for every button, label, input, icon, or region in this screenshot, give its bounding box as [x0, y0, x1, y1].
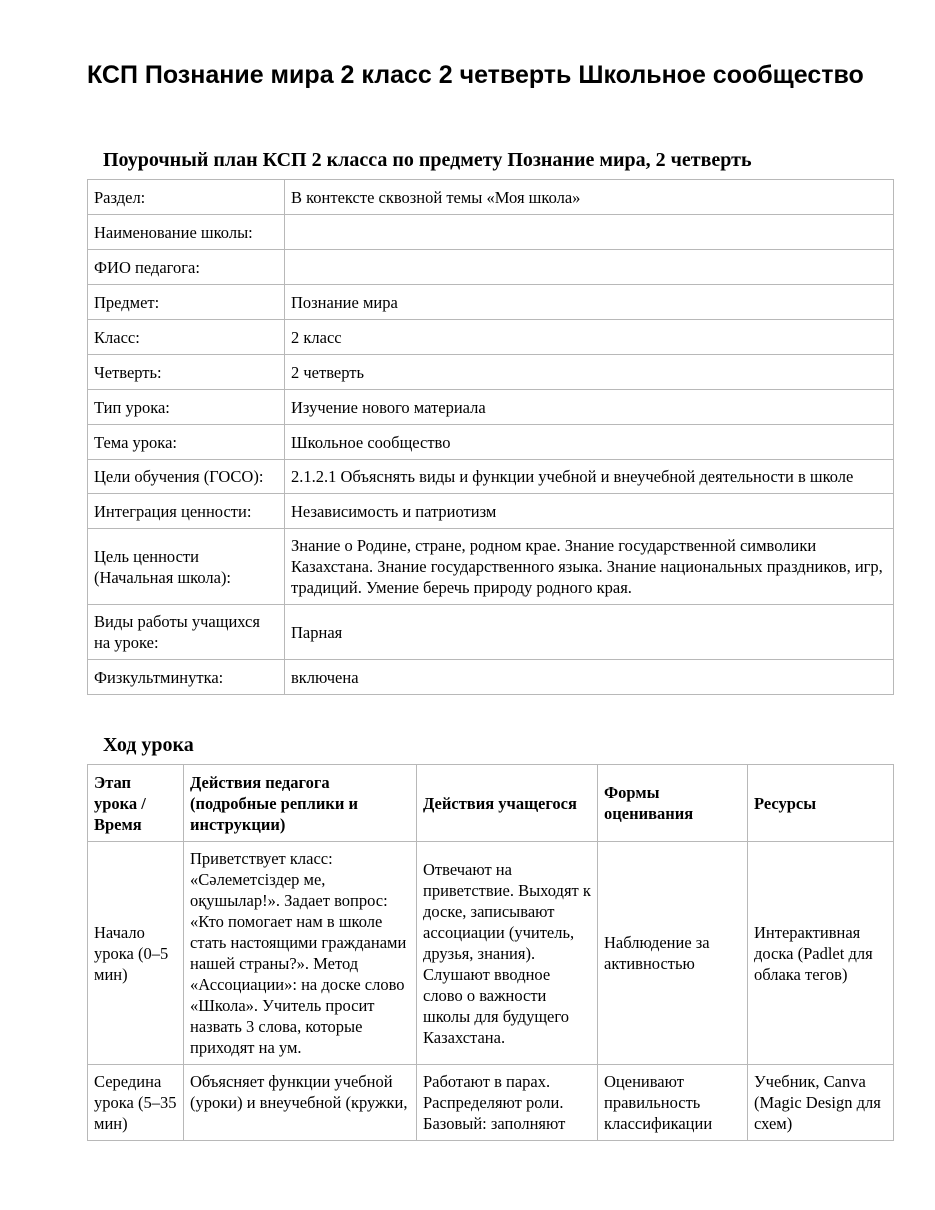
plan-label: Физкультминутка:	[88, 660, 285, 695]
plan-row-value-integration	[88, 494, 894, 529]
plan-value: Независимость и патриотизм	[285, 494, 894, 529]
lesson-plan-table	[87, 179, 894, 695]
plan-row-work-types	[88, 605, 894, 660]
plan-label: Интеграция ценности:	[88, 494, 285, 529]
plan-row-lesson-topic	[88, 425, 894, 460]
teacher-actions-cell: Приветствует класс: «Сәлеметсіздер ме, оқушылар!». Задает вопрос: «Кто помогает нам в школе стать настоящими гражданами нашей страны?». Метод «Ассоциации»: на доске слово «Школа». Учитель просит назвать 3 слова, которые приходят на ум.	[184, 842, 417, 1065]
plan-value: 2 класс	[285, 320, 894, 355]
plan-row-quarter	[88, 355, 894, 390]
stage-cell: Середина урока (5–35 мин)	[88, 1065, 184, 1141]
plan-value: Парная	[285, 605, 894, 660]
flow-header-row	[88, 765, 894, 842]
plan-row-learning-goals	[88, 460, 894, 494]
plan-row-subject	[88, 285, 894, 320]
plan-label: Предмет:	[88, 285, 285, 320]
plan-value: Знание о Родине, стране, родном крае. Знание государственной символики Казахстана. Знание государственного языка. Знание национальных праздников, игр, традиций. Умение беречь природу родного края.	[285, 529, 894, 605]
plan-value: Школьное сообщество	[285, 425, 894, 460]
column-header: Формы оценивания	[598, 765, 748, 842]
student-actions-cell: Отвечают на приветствие. Выходят к доске, записывают ассоциации (учитель, друзья, знания). Слушают вводное слово о важности школы для будущего Казахстана.	[417, 842, 598, 1065]
plan-row-section	[88, 180, 894, 215]
column-header: Действия учащегося	[417, 765, 598, 842]
document-title: КСП Познание мира 2 класс 2 четверть Школьное сообщество	[87, 61, 864, 89]
plan-row-physical-break	[88, 660, 894, 695]
plan-label: Четверть:	[88, 355, 285, 390]
lesson-plan-heading: Поурочный план КСП 2 класса по предмету Познание мира, 2 четверть	[103, 149, 752, 171]
plan-value: 2.1.2.1 Объяснять виды и функции учебной и внеучебной деятельности в школе	[285, 460, 894, 494]
resources-cell: Учебник, Canva (Magic Design для схем)	[748, 1065, 894, 1141]
assessment-cell: Оценивают правильность классификации	[598, 1065, 748, 1141]
plan-label: Класс:	[88, 320, 285, 355]
plan-label: Тип урока:	[88, 390, 285, 425]
resources-cell: Интерактивная доска (Padlet для облака тегов)	[748, 842, 894, 1065]
column-header: Ресурсы	[748, 765, 894, 842]
flow-row-middle	[88, 1065, 894, 1141]
student-actions-cell: Работают в парах. Распределяют роли. Базовый: заполняют	[417, 1065, 598, 1141]
plan-label: Цели обучения (ГОСО):	[88, 460, 285, 494]
plan-label: Тема урока:	[88, 425, 285, 460]
teacher-actions-cell: Объясняет функции учебной (уроки) и внеучебной (кружки,	[184, 1065, 417, 1141]
plan-label: ФИО педагога:	[88, 250, 285, 285]
plan-value	[285, 215, 894, 250]
column-header: Этап урока / Время	[88, 765, 184, 842]
stage-cell: Начало урока (0–5 мин)	[88, 842, 184, 1065]
plan-value: В контексте сквозной темы «Моя школа»	[285, 180, 894, 215]
column-header: Действия педагога (подробные реплики и инструкции)	[184, 765, 417, 842]
lesson-flow-heading: Ход урока	[103, 734, 194, 756]
assessment-cell: Наблюдение за активностью	[598, 842, 748, 1065]
plan-label: Наименование школы:	[88, 215, 285, 250]
lesson-flow-table	[87, 764, 894, 1141]
plan-label: Раздел:	[88, 180, 285, 215]
plan-label: Цель ценности (Начальная школа):	[88, 529, 285, 605]
flow-row-start	[88, 842, 894, 1065]
plan-value: Изучение нового материала	[285, 390, 894, 425]
plan-value: Познание мира	[285, 285, 894, 320]
plan-row-teacher-name	[88, 250, 894, 285]
plan-row-value-goal	[88, 529, 894, 605]
plan-row-school-name	[88, 215, 894, 250]
plan-value: 2 четверть	[285, 355, 894, 390]
plan-row-grade	[88, 320, 894, 355]
plan-value: включена	[285, 660, 894, 695]
plan-row-lesson-type	[88, 390, 894, 425]
plan-value	[285, 250, 894, 285]
plan-label: Виды работы учащихся на уроке:	[88, 605, 285, 660]
